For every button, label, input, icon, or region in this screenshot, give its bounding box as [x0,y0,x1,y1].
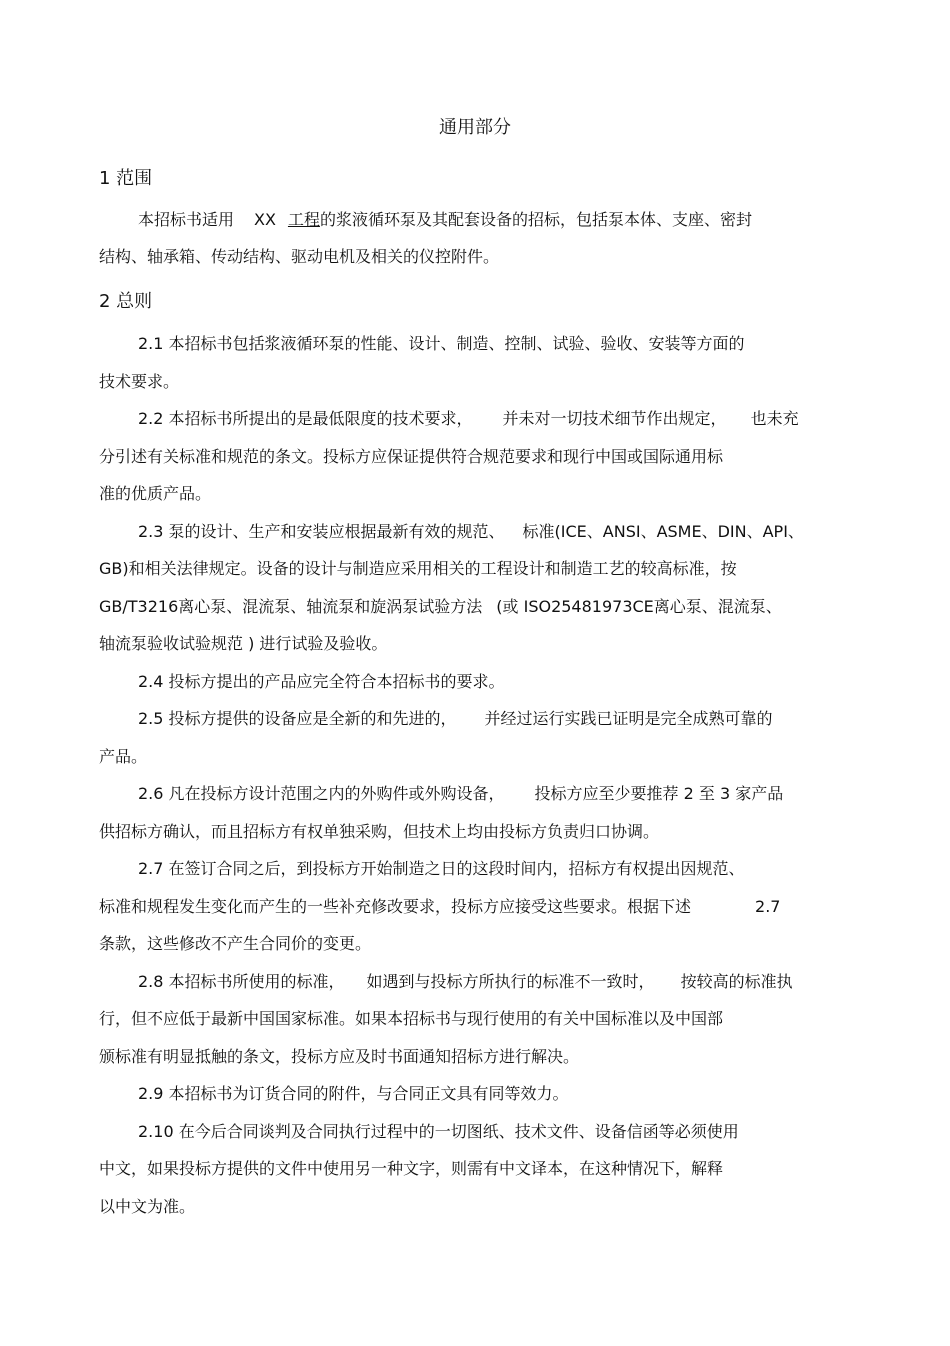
clause-2-3-line-2: GB)和相关法律规定。设备的设计与制造应采用相关的工程设计和制造工艺的较高标准，按 [99,559,737,578]
text-run: 标准(ICE、ANSI、ASME、DIN、API、 [522,522,804,541]
clause-2-2-line-3: 准的优质产品。 [99,484,212,503]
clause-2-8-line-2: 行，但不应低于最新中国国家标准。如果本招标书与现行使用的有关中国标准以及中国部 [99,1009,724,1028]
clause-2-1-line-1: 2.1 本招标书包括浆液循环泵的性能、设计、制造、控制、试验、验收、安装等方面的 [138,334,745,353]
text-run: 标准和规程发生变化而产生的一些补充修改要求，投标方应接受这些要求。根据下述 [99,897,692,916]
text-run: 并未对一切技术细节作出规定， [502,409,727,428]
text-run: 按较高的标准执 [680,972,793,991]
text-run: (或 ISO25481973CE离心泵、混流泵、 [496,597,782,616]
clause-2-7-line-1: 2.7 在签订合同之后，到投标方开始制造之日的这段时间内，招标方有权提出因规范、 [138,859,745,878]
clause-reference: 2.7 [755,897,781,916]
text-run: 2.5 投标方提供的设备应是全新的和先进的， [138,709,457,728]
clause-2-5-line-1 [138,709,773,729]
clause-2-3-line-3 [99,597,782,617]
underlined-text: 工程 [287,210,320,229]
clause-2-8-line-3: 颁标准有明显抵触的条文，投标方应及时书面通知招标方进行解决。 [99,1047,580,1066]
clause-2-1-line-2: 技术要求。 [99,372,180,391]
section-1-paragraph-line-2: 结构、轴承箱、传动结构、驱动电机及相关的仪控附件。 [99,247,500,266]
text-run: 本招标书适用 [138,210,235,229]
clause-2-2-line-2: 分引述有关标准和规范的条文。投标方应保证提供符合规范要求和现行中国或国际通用标 [99,447,724,466]
clause-2-6-line-1 [138,784,783,804]
text-run: 2.2 本招标书所提出的是最低限度的技术要求， [138,409,473,428]
text-run: 2.8 本招标书所使用的标准， [138,972,345,991]
text-run: 并经过运行实践已证明是完全成熟可靠的 [484,709,773,728]
clause-2-3-line-4: 轴流泵验收试验规范 ) 进行试验及验收。 [99,634,388,653]
clause-2-7-line-3: 条款，这些修改不产生合同价的变更。 [99,934,372,953]
project-name: XX [254,210,276,229]
clause-2-10-line-1: 2.10 在今后合同谈判及合同执行过程中的一切图纸、技术文件、设备信函等必须使用 [138,1122,739,1141]
text-run: GB/T3216离心泵、混流泵、轴流泵和旋涡泵试验方法 [99,597,483,616]
clause-2-7-line-2 [99,897,780,917]
text-run: 的浆液循环泵及其配套设备的招标，包括泵本体、支座、密封 [319,210,752,229]
section-2-heading: 2 总则 [99,291,153,312]
text-run: 也未充 [750,409,799,428]
text-run: 如遇到与投标方所执行的标准不一致时， [366,972,655,991]
text-run: 投标方应至少要推荐 2 至 3 家产品 [534,784,784,803]
clause-2-6-line-2: 供招标方确认，而且招标方有权单独采购，但技术上均由投标方负责归口协调。 [99,822,660,841]
clause-2-4-line-1: 2.4 投标方提出的产品应完全符合本招标书的要求。 [138,672,505,691]
section-1-heading: 1 范围 [99,168,153,189]
page-title: 通用部分 [439,117,511,138]
text-run: 2.6 凡在投标方设计范围之内的外购件或外购设备， [138,784,505,803]
clause-2-5-line-2: 产品。 [99,747,148,766]
clause-2-8-line-1 [138,972,793,992]
text-run: 2.3 泵的设计、生产和安装应根据最新有效的规范、 [138,522,505,541]
clause-2-10-line-3: 以中文为准。 [99,1197,196,1216]
section-1-paragraph-line-1 [138,210,752,230]
clause-2-2-line-1 [138,409,799,429]
clause-2-3-line-1 [138,522,804,542]
clause-2-10-line-2: 中文，如果投标方提供的文件中使用另一种文字，则需有中文译本，在这种情况下，解释 [99,1159,724,1178]
clause-2-9-line-1: 2.9 本招标书为订货合同的附件，与合同正文具有同等效力。 [138,1084,569,1103]
